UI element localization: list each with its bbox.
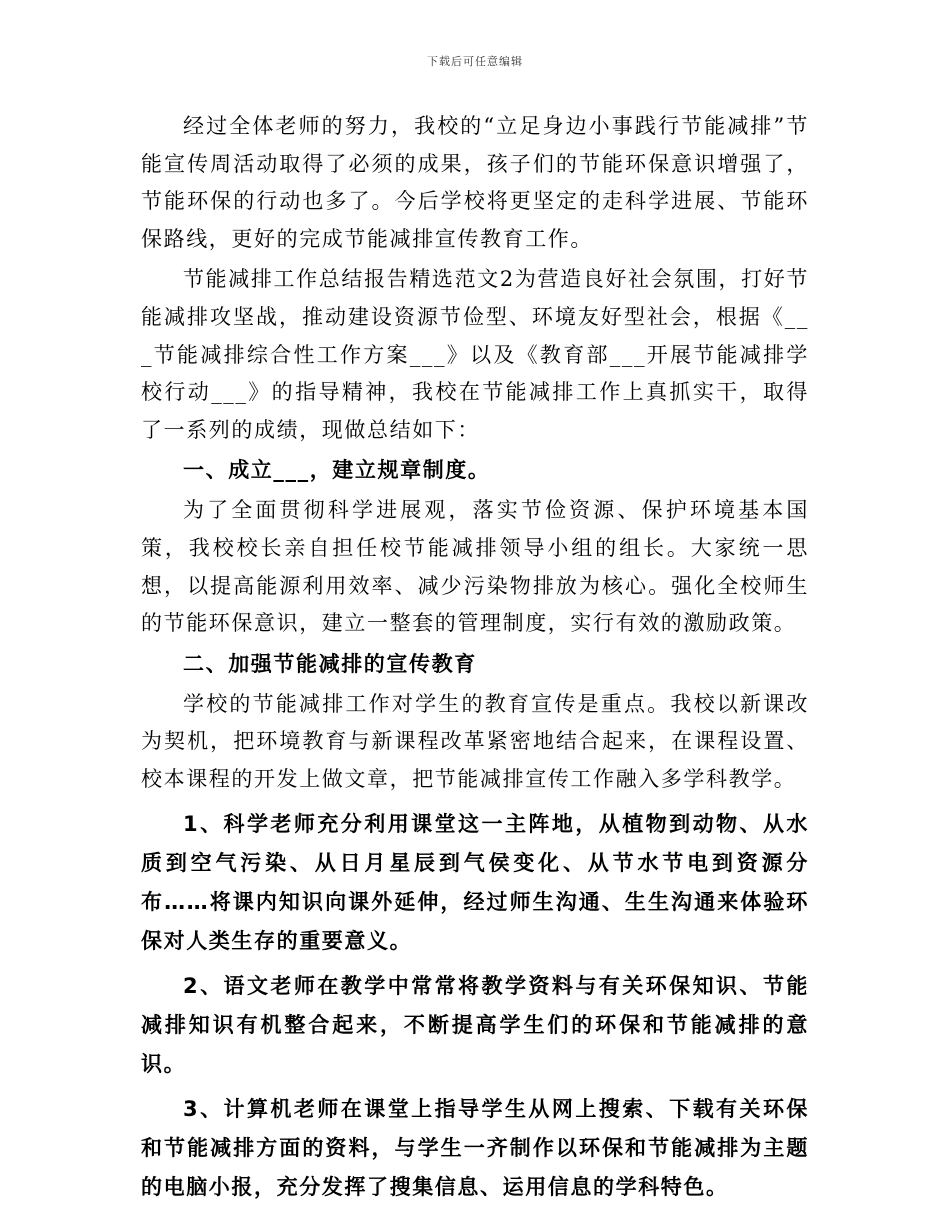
document-body [141, 108, 809, 1207]
paragraph-section-1: 为了全面贯彻科学进展观，落实节俭资源、保护环境基本国策，我校校长亲自担任校节能减排领导小组的组长。大家统一思想，以提高能源利用效率、减少污染物排放为核心。强化全校师生的节能环保意识，建立一整套的管理制度，实行有效的激励政策。 [141, 498, 809, 636]
paragraph-summary-intro: 经过全体老师的努力，我校的“立足身边小事践行节能减排”节能宣传周活动取得了必须的成果，孩子们的节能环保意识增强了，节能环保的行动也多了。今后学校将更坚定的走科学进展、节能环保路线，更好的完成节能减排宣传教育工作。 [141, 114, 809, 251]
paragraph-section-2: 学校的节能减排工作对学生的教育宣传是重点。我校以新课改为契机，把环境教育与新课程改革紧密地结合起来，在课程设置、校本课程的开发上做文章，把节能减排宣传工作融入多学科教学。 [141, 691, 809, 791]
list-item-computer: 3、计算机老师在课堂上指导学生从网上搜索、下载有关环保和节能减排方面的资料，与学生一齐制作以环保和节能减排为主题的电脑小报，充分发挥了搜集信息、运用信息的学科特色。 [141, 1096, 809, 1199]
page-header: 下载后可任意编辑 [427, 55, 523, 68]
list-item-science: 1、科学老师充分利用课堂这一主阵地，从植物到动物、从水质到空气污染、从日月星辰到气侯变化、从节水节电到资源分布……将课内知识向课外延伸，经过师生沟通、生生沟通来体验环保对人类生存的重要意义。 [141, 811, 809, 953]
list-item-chinese: 2、语文老师在教学中常常将教学资料与有关环保知识、节能减排知识有机整合起来，不断提高学生们的环保和节能减排的意识。 [141, 973, 809, 1076]
paragraph-report-intro: 节能减排工作总结报告精选范文2为营造良好社会氛围，打好节能减排攻坚战，推动建设资源节俭型、环境友好型社会，根据《___节能减排综合性工作方案___》以及《教育部___开展节能减排学校行动___》的指导精神，我校在节能减排工作上真抓实干，取得了一系列的成绩，现做总结如下： [141, 267, 809, 442]
section-heading-1: 一、成立___，建立规章制度。 [183, 458, 491, 483]
section-heading-2: 二、加强节能减排的宣传教育 [183, 651, 477, 676]
